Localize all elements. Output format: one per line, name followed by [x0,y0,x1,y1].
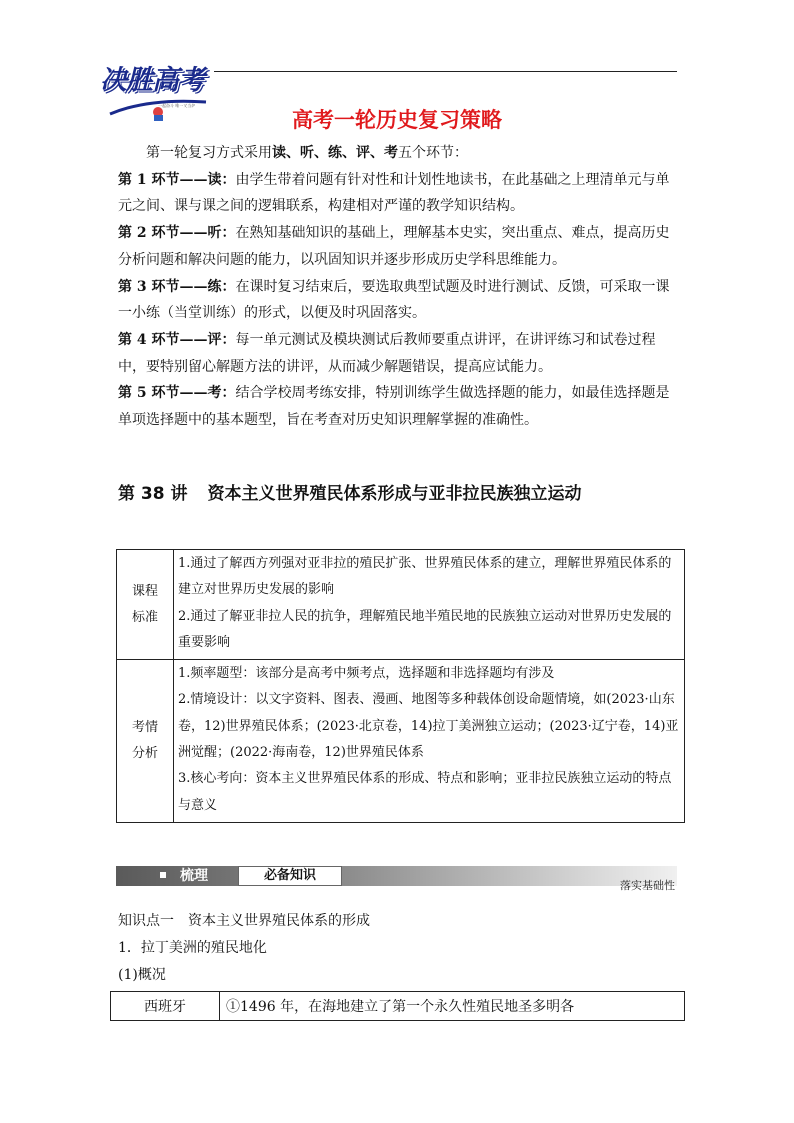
section-paragraph [118,380,678,433]
colonization-table [110,991,685,1021]
row-label [117,660,174,823]
intro-paragraph [118,140,678,167]
strategy-body [118,140,678,434]
section-label: 第 1 环节——读： [118,171,236,188]
logo-text: 决胜高考 [100,65,204,96]
section-banner [116,852,677,892]
knowledge-point-title: 知识点一 资本主义世界殖民体系的形成 [118,913,370,929]
section-text: 由学生带着问题有针对性和计划性地读书，在此基础之上理清单元与单元之间、课与课之间的逻辑联系，构建相对严谨的教学知识结构。 [118,171,670,215]
fact-cell: ①1496 年，在海地建立了第一个永久性殖民地圣多明各 [220,992,685,1021]
section-paragraph [118,167,678,220]
table-row [111,992,685,1021]
row-content [174,660,685,823]
table-row [117,660,685,823]
banner-tag: 梳理 [180,868,208,884]
standards-table [116,549,685,823]
page-title: 高考一轮历史复习策略 [292,108,502,132]
country-cell: 西班牙 [111,992,220,1021]
row-item: 1.频率题型：该部分是高考中频考点，选择题和非选择题均有涉及 [178,666,555,682]
intro-suffix: 五个环节： [398,145,468,161]
knowledge-subheading: (1)概况 [118,967,166,983]
section-text: 在熟知基础知识的基础上，理解基本史实，突出重点、难点，提高历史分析问题和解决问题的能力，以巩固知识并逐步形成历史学科思维能力。 [118,225,670,268]
intro-prefix: 第一轮复习方式采用 [146,145,272,161]
row-label-line: 标准 [131,609,158,625]
lecture-title: 资本主义世界殖民体系形成与亚非拉民族独立运动 [207,484,582,504]
row-label [117,550,174,660]
table-row [117,550,685,660]
section-label: 第 2 环节——听： [118,225,236,242]
banner-right-text: 落实基础性 [620,879,675,892]
lecture-number: 第 38 讲 [118,484,188,504]
section-label: 第 3 环节——练： [118,278,236,295]
section-text: 结合学校周考练安排，特别训练学生做选择题的能力，如最佳选择题是单项选择题中的基本题型，旨在考查对历史知识理解掌握的准确性。 [118,385,670,429]
section-paragraph [118,220,678,273]
row-label-line: 考情 [131,720,158,736]
row-label-line: 分析 [131,746,158,762]
row-label-line: 课程 [131,583,158,599]
banner-box: 必备知识 [238,866,342,886]
row-item: 1.通过了解西方列强对亚非拉的殖民扩张、世界殖民体系的建立，理解世界殖民体系的建立对世界历史发展的影响 [178,556,672,598]
section-paragraph [118,327,678,380]
section-text: 每一单元测试及模块测试后教师要重点讲评，在讲评练习和试卷过程中，要特别留心解题方法的讲评，从而减少解题错误，提高应试能力。 [118,331,656,375]
section-paragraph [118,274,678,327]
section-label: 第 5 环节——考： [118,385,236,402]
section-text: 在课时复习结束后，要选取典型试题及时进行测试、反馈，可采取一课一小练（当堂训练）的形式，以便及时巩固落实。 [118,278,670,322]
section-label: 第 4 环节——评： [118,331,236,348]
lecture-heading [118,479,582,504]
square-bullet-icon [160,872,166,878]
header-rule [214,71,677,72]
row-content [174,550,685,660]
row-item: 3.核心考向：资本主义世界殖民体系的形成、特点和影响；亚非拉民族独立运动的特点与意义 [178,771,672,813]
row-item: 2.情境设计：以文字资料、图表、漫画、地图等多种载体创设命题情境，如(2023·山东卷，12)世界殖民体系；(2023·北京卷，14)拉丁美洲独立运动；(2023·辽宁卷，14)亚洲觉醒；(2022·海南卷，12)世界殖民体系 [178,692,679,761]
intro-bold: 读、听、练、评、考 [272,145,398,161]
logo-slogan: 一起奋斗 唯一又当炉 [158,103,196,108]
knowledge-heading: 1．拉丁美洲的殖民地化 [118,940,267,956]
row-item: 2.通过了解亚非拉人民的抗争，理解殖民地半殖民地的民族独立运动对世界历史发展的重要影响 [178,608,672,650]
